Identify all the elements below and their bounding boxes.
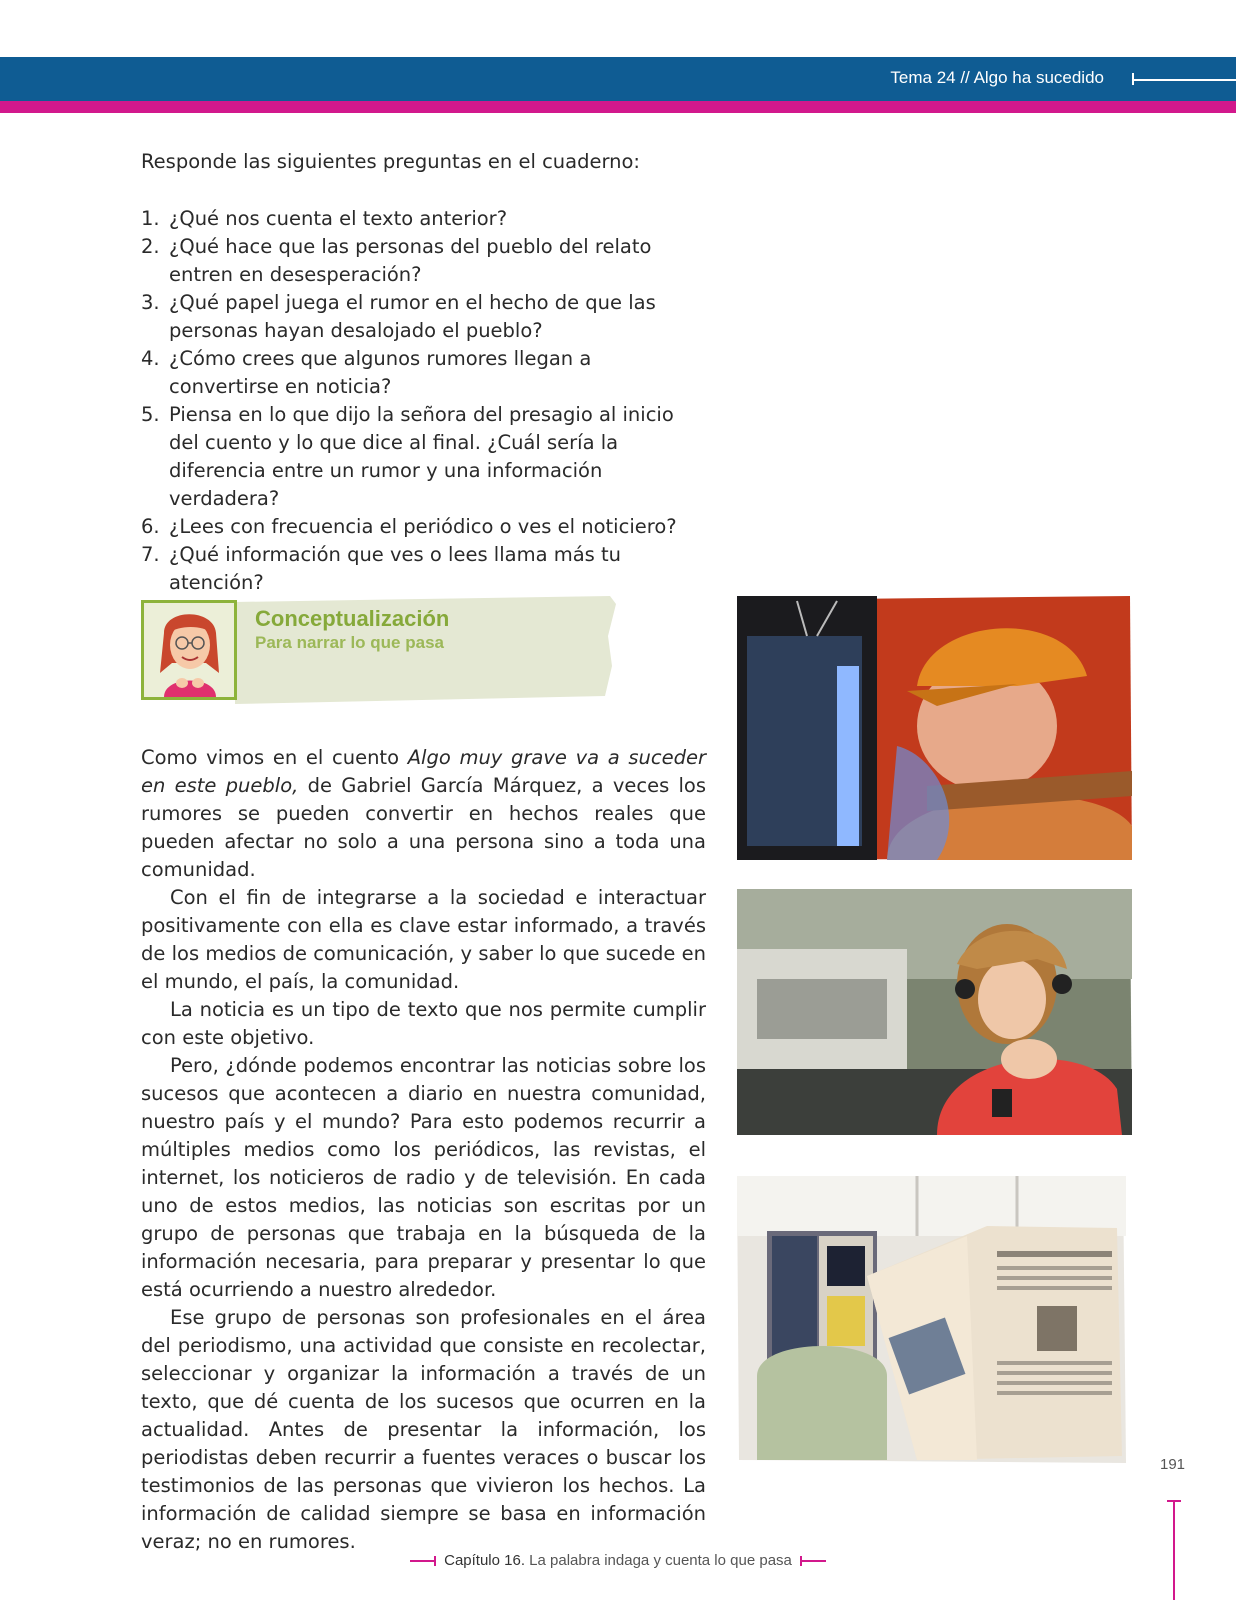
question-text: ¿Qué papel juega el rumor en el hecho de que las personas hayan desalojado el pueblo?	[169, 291, 656, 342]
questions-intro: Responde las siguientes preguntas en el cuaderno:	[141, 150, 641, 173]
article-paragraph-4: Pero, ¿dónde podemos encontrar las noticias sobre los sucesos que acontecen a diario en nuestra comunidad, nuestro país y el mundo? Para esto podemos recurrir a múltiples medios como los periódicos, las revistas, el internet, los noticieros de radio y de televisión. En cada uno de estos medios, las noticias son escritas por un grupo de personas que trabaja en la búsqueda de la información necesaria, para preparar y presentar lo que está ocurriendo a nuestro alrededor.	[141, 1054, 706, 1301]
photo-people-reading-newspapers	[737, 1176, 1126, 1463]
page-number: 191	[1160, 1456, 1186, 1473]
question-text: Piensa en lo que dijo la señora del presagio al inicio del cuento y lo que dice al final. ¿Cuál sería la diferencia entre un rumor y una información verdadera?	[169, 403, 674, 510]
question-text: ¿Qué nos cuenta el texto anterior?	[169, 207, 508, 230]
question-item: 6. ¿Lees con frecuencia el periódico o ves el noticiero?	[141, 515, 677, 538]
question-item: 2. ¿Qué hace que las personas del pueblo del relato entren en desesperación?	[141, 235, 652, 286]
questions-list	[141, 205, 706, 597]
question-text: ¿Cómo crees que algunos rumores llegan a convertirse en noticia?	[169, 347, 592, 398]
concept-subtitle: Para narrar lo que pasa	[255, 633, 444, 652]
footer	[0, 1552, 1236, 1569]
question-text: ¿Qué hace que las personas del pueblo del relato entren en desesperación?	[169, 235, 652, 286]
question-text: ¿Qué información que ves o lees llama más tu atención?	[169, 543, 622, 594]
article-paragraph-1: Como vimos en el cuento Algo muy grave va a suceder en este pueblo, de Gabriel García Márquez, a veces los rumores se pueden convertir en hechos reales que pueden afectar no solo a una persona sino a toda una comunidad.	[141, 746, 707, 881]
footer-label	[444, 1552, 792, 1569]
question-item: 7. ¿Qué información que ves o lees llama más tu atención?	[141, 543, 622, 594]
question-item: 3. ¿Qué papel juega el rumor en el hecho de que las personas hayan desalojado el pueblo?	[141, 291, 656, 342]
girl-character-icon	[144, 603, 234, 697]
header-stripe	[0, 101, 1236, 113]
concept-avatar-frame	[141, 600, 237, 700]
footer-title: La palabra indaga y cuenta lo que pasa	[525, 1552, 792, 1569]
article-paragraph-3: La noticia es un tipo de texto que nos permite cumplir con este objetivo.	[141, 998, 706, 1049]
page-rule	[1173, 1500, 1175, 1600]
question-item: 1. ¿Qué nos cuenta el texto anterior?	[141, 207, 508, 230]
photo-girl-with-headphones	[737, 889, 1132, 1135]
article-paragraph-5: Ese grupo de personas son profesionales en el área del periodismo, una actividad que consiste en recolectar, seleccionar y organizar la información a través de un texto, que dé cuenta de los sucesos que ocurren en la actualidad. Antes de presentar la información, los periodistas deben recurrir a fuentes veraces o buscar los testimonios de las personas que vivieron los hechos. La información de calidad siempre se basa en información veraz; no en rumores.	[141, 1306, 706, 1553]
question-item: 4. ¿Cómo crees que algunos rumores llegan a convertirse en noticia?	[141, 347, 592, 398]
story-title: Algo muy grave va a suceder en este pueblo,	[141, 746, 707, 797]
header-title: Tema 24 // Algo ha sucedido	[890, 68, 1104, 87]
question-text: ¿Lees con frecuencia el periódico o ves el noticiero?	[169, 515, 677, 538]
concept-title: Conceptualización	[255, 606, 450, 631]
footer-line-right	[802, 1560, 826, 1562]
question-item: 5. Piensa en lo que dijo la señora del presagio al inicio del cuento y lo que dice al final. ¿Cuál sería la diferencia entre un rumor y una información verdadera?	[141, 403, 674, 510]
header-line	[1132, 79, 1236, 81]
article-paragraph-2: Con el fin de integrarse a la sociedad e interactuar positivamente con ella es clave estar informado, a través de los medios de comunicación, y saber lo que sucede en el mundo, el país, la comunidad.	[141, 886, 706, 993]
footer-chapter: Capítulo 16.	[444, 1552, 525, 1569]
footer-line-left	[410, 1560, 434, 1562]
article-body	[141, 744, 706, 1556]
photo-boy-watching-tv	[737, 596, 1132, 860]
